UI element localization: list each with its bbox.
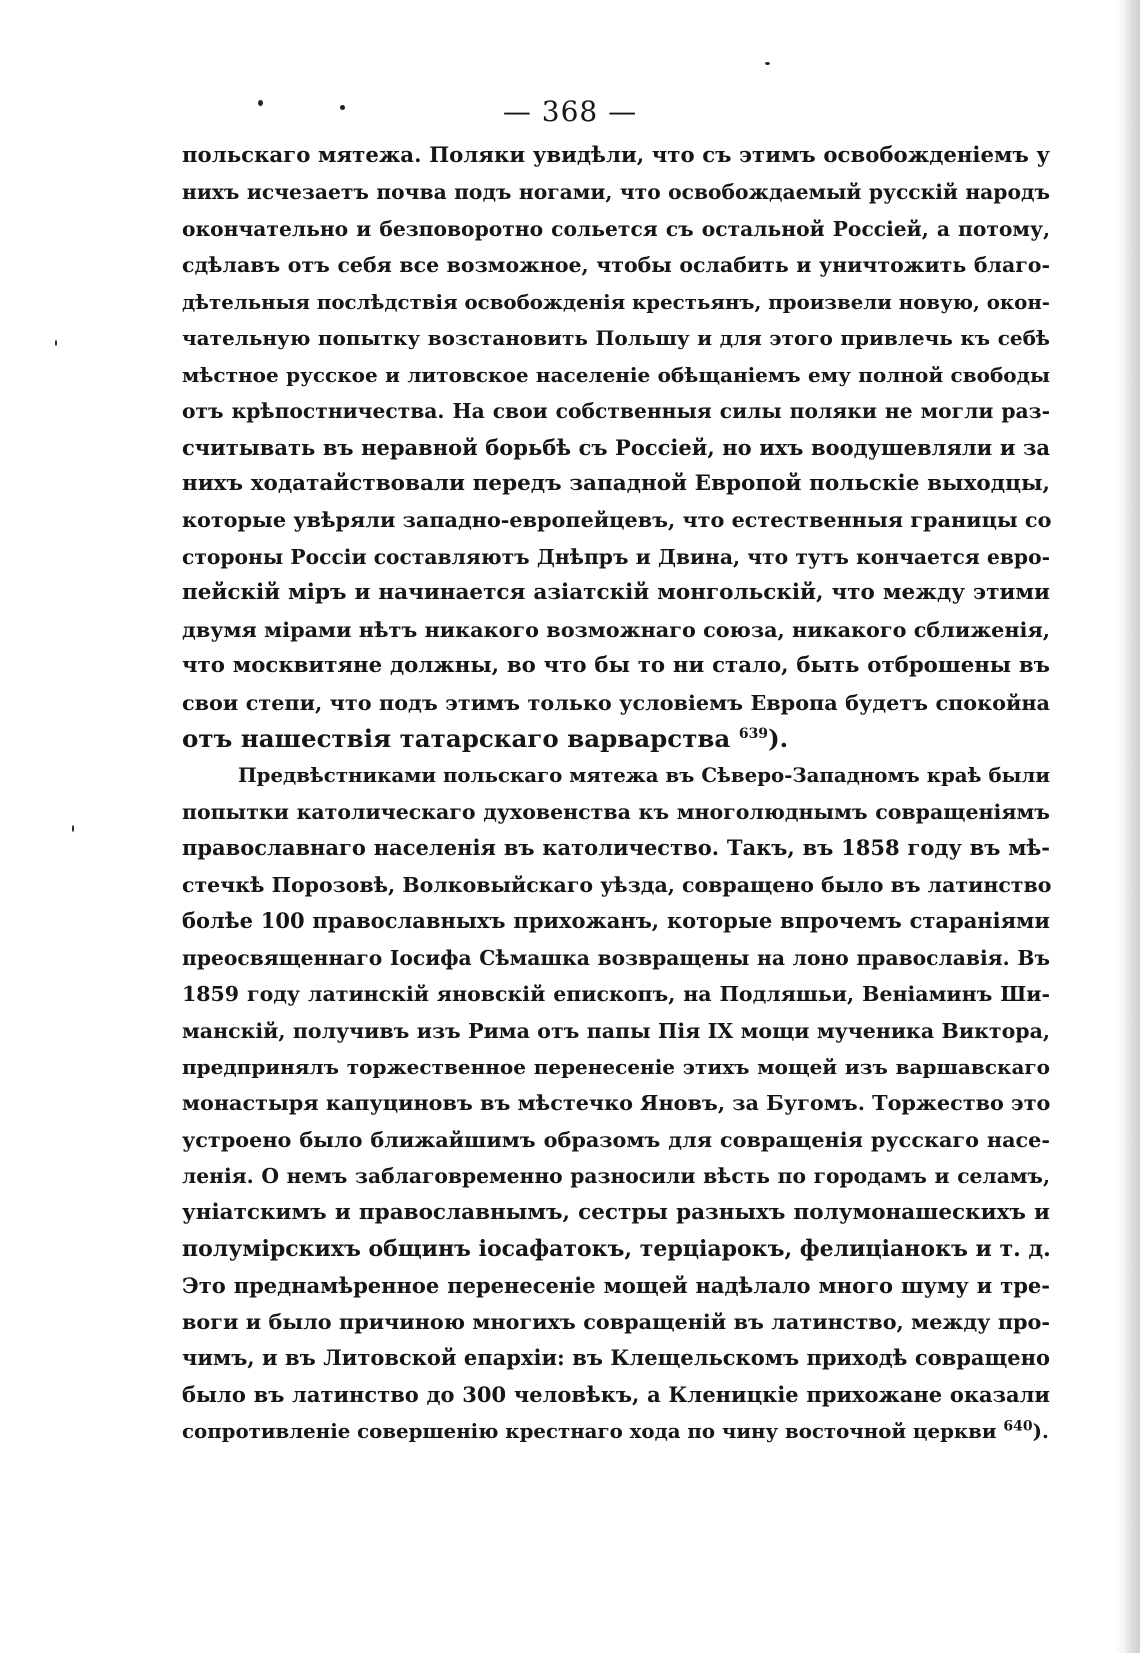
text-line: стороны Россiи составляютъ Днѣпръ и Двина, что тутъ кончается евро- — [182, 544, 1050, 569]
text-line: чательную попытку возстановить Польшу и для этого привлечь къ себѣ — [182, 326, 1050, 351]
text-line: болѣе 100 православныхъ прихожанъ, которые впрочемъ старанiями — [182, 908, 1050, 934]
line-text: сопротивленiе совершенiю крестнаго хода по чину восточной церкви — [182, 1419, 997, 1444]
print-speck — [72, 825, 74, 832]
print-speck — [55, 340, 57, 346]
text-line: 1859 году латинскiй яновскiй епископъ, на Подляшьи, Венiаминъ Ши- — [182, 982, 1050, 1007]
text-line: дѣтельныя послѣдствiя освобожденiя крестьянъ, произвели новую, окон- — [182, 289, 1050, 314]
text-line: стечкѣ Порозовѣ, Волковыйскаго уѣзда, совращено было въ латинство — [182, 872, 1052, 897]
page-edge-shadow — [1114, 0, 1140, 1653]
text-line: ленiя. О немъ заблаговременно разносили вѣсть по городамъ и селамъ, — [182, 1164, 1050, 1189]
text-line: окончательно и безповоротно сольется съ остальной Россiей, а потому, — [182, 216, 1050, 241]
print-speck — [765, 62, 770, 65]
text-line: манскiй, получивъ изъ Рима отъ папы Пiя IX мощи мученика Виктора, — [182, 1018, 1050, 1043]
paragraph-2 — [182, 757, 1050, 1449]
text-line: что москвитяне должны, во что бы то ни стало, быть отброшены въ — [182, 653, 1050, 679]
text-line: нихъ исчезаетъ почва подъ ногами, что освобождаемый русскiй народъ — [182, 180, 1050, 205]
text-line: монастыря капуциновъ въ мѣстечко Яновъ, за Бугомъ. Торжество это — [182, 1091, 1051, 1116]
text-line: сдѣлавъ отъ себя все возможное, чтобы ослабить и уничтожить благо- — [182, 253, 1050, 278]
text-line: было въ латинство до 300 человѣкъ, а Кленицкiе прихожане оказали — [182, 1381, 1050, 1407]
text-line: полумiрскихъ общинъ iосафатокъ, терцiарокъ, фелицiанокъ и т. д. — [182, 1236, 1051, 1263]
text-line: нихъ ходатайствовали передъ западной Европой польскiе выходцы, — [182, 470, 1050, 496]
text-line: унiатскимъ и православнымъ, сестры разныхъ полумонашескихъ и — [182, 1199, 1050, 1225]
paragraph-1 — [182, 138, 1050, 757]
text-line: преосвященнаго Iосифа Сѣмашка возвращены на лоно православiя. Въ — [182, 945, 1050, 970]
line-text: отъ нашествiя татарскаго варварства — [182, 724, 731, 753]
text-line: воги и было причиною многихъ совращенiй въ латинство, между про- — [182, 1310, 1050, 1334]
text-line: православнаго населенiя въ католичество. Такъ, въ 1858 году въ мѣ- — [182, 835, 1050, 861]
text-line-last — [182, 721, 1050, 757]
page-number: — 368 — — [502, 95, 638, 128]
text-line: мѣстное русское и литовское населенiе обѣщанiемъ ему полной свободы — [182, 362, 1050, 387]
text-line: польскаго мятежа. Поляки увидѣли, что съ этимъ освобожденiемъ у — [182, 143, 1050, 168]
closing-punct: ). — [1032, 1419, 1049, 1444]
text-line: устроено было ближайшимъ образомъ для совращенiя русскаго насе- — [182, 1127, 1050, 1152]
text-line: попытки католическаго духовенства къ многолюднымъ совращенiямъ — [182, 799, 1050, 824]
text-line: свои степи, что подъ этимъ только условiемъ Европа будетъ спокойна — [182, 690, 1050, 715]
text-line: отъ крѣпостничества. На свои собственныя силы поляки не могли раз- — [182, 399, 1050, 424]
text-line: Предвѣстниками польскаго мятежа въ Сѣверо-Западномъ краѣ были — [238, 763, 1050, 788]
text-line-last — [182, 1413, 1050, 1449]
footnote-ref-640: 640 — [1003, 1418, 1033, 1435]
text-line: предпринялъ торжественное перенесенiе этихъ мощей изъ варшавскаго — [182, 1054, 1050, 1079]
text-line: чимъ, и въ Литовской епархiи: въ Клещельскомъ приходѣ совращено — [182, 1345, 1050, 1371]
text-line: считывать въ неравной борьбѣ съ Россiей, но ихъ воодушевляли и за — [182, 434, 1050, 460]
text-line: которые увѣряли западно-европейцевъ, что естественныя границы со — [182, 508, 1052, 533]
text-line: пейскiй мiръ и начинается азiатскiй монгольскiй, что между этими — [182, 580, 1050, 606]
text-line: Это преднамѣренное перенесенiе мощей надѣлало много шуму и тре- — [182, 1272, 1050, 1298]
closing-punct: ). — [768, 724, 789, 753]
text-line: двумя мiрами нѣтъ никакого возможнаго союза, никакого сближенiя, — [182, 617, 1050, 642]
footnote-ref-639: 639 — [738, 725, 769, 742]
body-text — [182, 138, 1050, 1450]
